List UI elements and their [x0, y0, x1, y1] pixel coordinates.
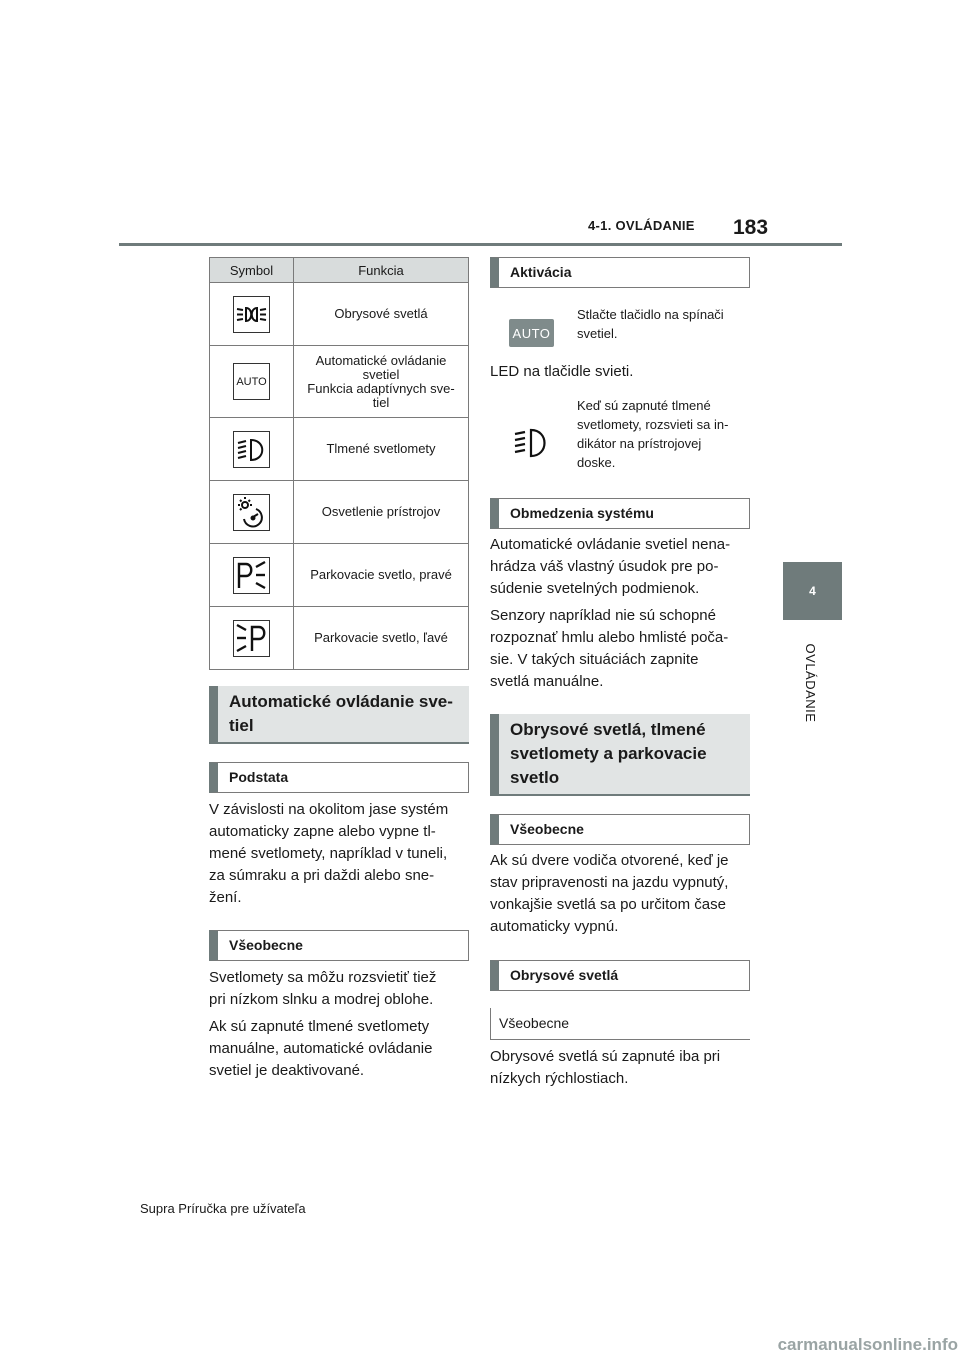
low-beam-icon — [233, 431, 270, 468]
table-row — [210, 607, 469, 670]
function-text: tiel — [372, 394, 390, 410]
page-number: 183 — [733, 216, 769, 239]
parking-lights-icon — [233, 296, 270, 333]
col-header-symbol: Symbol — [210, 258, 294, 283]
vseobecne-paragraph-1: Svetlomety sa môžu rozsvietiť tiež pri nízkom slnku a modrej oblohe. — [209, 969, 437, 1008]
table-row — [210, 481, 469, 544]
subheading-vseobecne-left: Všeobecne — [209, 930, 469, 961]
subsubheading-vseobecne: Všeobecne — [490, 1008, 750, 1040]
footer-text: Supra Príručka pre užívateľa — [140, 1201, 306, 1216]
table-row — [210, 346, 469, 418]
watermark: carmanualsonline.info — [777, 1335, 958, 1354]
chapter-tab: 4 — [783, 562, 842, 620]
chapter-label: OVLÁDANIE — [803, 643, 818, 723]
table-row — [210, 418, 469, 481]
obmedzenia-paragraph-2: Senzory napríklad nie sú schopné rozpoznať hmlu alebo hmlisté poča- sie. V takých situáciách zapnite svetlá manuálne. — [490, 607, 729, 690]
parking-light-right-icon — [233, 557, 270, 594]
low-beam-indicator-icon — [512, 425, 550, 461]
function-text: Osvetlenie prístrojov — [321, 504, 441, 519]
table-row — [210, 544, 469, 607]
auto-button-icon: AUTO — [509, 319, 554, 347]
subheading-aktivacia: Aktivácia — [490, 257, 750, 288]
function-text: Funkcia adaptívnych sve- — [307, 380, 455, 396]
function-text: svetiel — [362, 366, 400, 382]
subheading-podstata: Podstata — [209, 762, 469, 793]
header-rule — [119, 243, 842, 246]
symbol-table — [209, 257, 469, 670]
podstata-paragraph: V závislosti na okolitom jase systém automaticky zapne alebo vypne tl- mené svetlomety, napríklad v tuneli, za súmraku a pri daždi alebo sne- žení. — [209, 801, 449, 906]
vseobecne-right-paragraph: Ak sú dvere vodiča otvorené, keď je stav pripravenosti na jazdu vypnutý, vonkajšie svetlá sa po určitom čase automaticky vypnú. — [490, 852, 729, 935]
subheading-vseobecne-right: Všeobecne — [490, 814, 750, 845]
vseobecne-paragraph-2: Ak sú zapnuté tlmené svetlomety manuálne, automatické ovládanie svetiel je deaktivované. — [209, 1018, 433, 1079]
section-heading-obrysove: Obrysové svetlá, tlmené svetlomety a parkovacie svetlo — [490, 714, 750, 796]
led-text: LED na tlačidle svieti. — [490, 363, 634, 380]
function-text: Tlmené svetlomety — [326, 441, 436, 456]
section-heading-auto-lights: Automatické ovládanie sve- tiel — [209, 686, 469, 744]
function-text: Parkovacie svetlo, pravé — [310, 567, 452, 582]
subheading-obmedzenia: Obmedzenia systému — [490, 498, 750, 529]
obrysove-paragraph: Obrysové svetlá sú zapnuté iba pri nízkych rýchlostiach. — [490, 1048, 721, 1087]
function-text: Parkovacie svetlo, ľavé — [314, 630, 448, 645]
function-text: Automatické ovládanie — [315, 352, 447, 368]
instrument-lighting-icon — [233, 494, 270, 531]
lowbeam-indicator-text: Keď sú zapnuté tlmené svetlomety, rozsvieti sa in- dikátor na prístrojovej doske. — [577, 398, 729, 470]
parking-light-left-icon — [233, 620, 270, 657]
aktivacia-text: Stlačte tlačidlo na spínači svetiel. — [577, 307, 724, 341]
col-header-function: Funkcia — [294, 258, 469, 283]
subheading-obrysove-svetla: Obrysové svetlá — [490, 960, 750, 991]
header-section-title: 4-1. OVLÁDANIE — [588, 218, 695, 233]
function-text: Obrysové svetlá — [334, 306, 428, 321]
table-row — [210, 283, 469, 346]
auto-icon: AUTO — [233, 363, 270, 400]
obmedzenia-paragraph-1: Automatické ovládanie svetiel nena- hrádza váš vlastný úsudok pre po- súdenie svetelných podmienok. — [490, 536, 731, 597]
